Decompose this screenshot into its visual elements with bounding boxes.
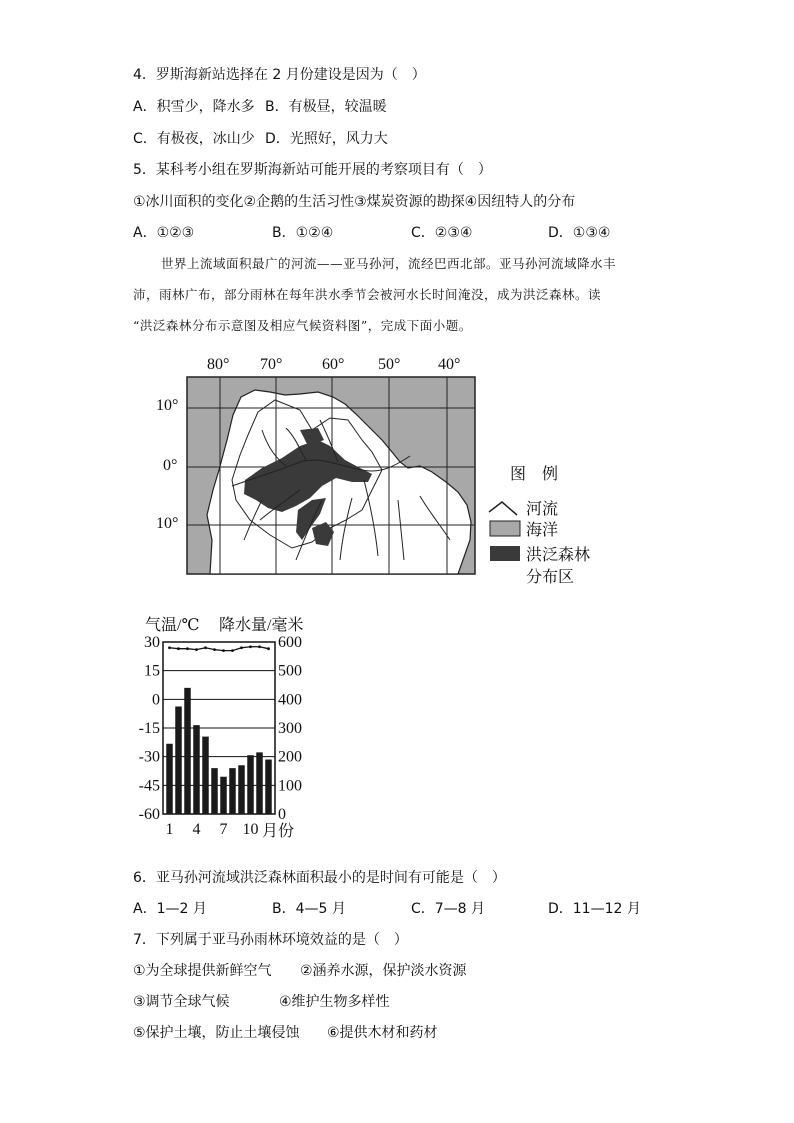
- precipitation-bar: [184, 688, 190, 814]
- right-tick-label: 600: [278, 634, 302, 651]
- q5-option-c: C．②③④: [411, 225, 473, 241]
- precipitation-bar: [202, 737, 208, 814]
- q5-option-a: A．①②③: [133, 225, 195, 241]
- precipitation-bar: [256, 752, 262, 814]
- temperature-point: [267, 647, 270, 650]
- passage-line-3: “洪泛森林分布示意图及相应气候资料图”，完成下面小题。: [133, 318, 472, 333]
- q4-option-d: D．光照好，风力大: [265, 131, 388, 147]
- lat-label-10s: 10°: [156, 515, 179, 532]
- legend-forest-label-2: 分布区: [526, 569, 575, 586]
- chart-x-unit: 月份: [262, 823, 295, 840]
- precipitation-bar: [220, 777, 226, 814]
- left-tick-label: -45: [138, 777, 160, 795]
- temperature-point: [213, 648, 216, 651]
- x-tick-label: 1: [165, 821, 174, 838]
- passage-line-1: 世界上流域面积最广的河流——亚马孙河，流经巴西北部。亚马孙河流域降水丰: [161, 256, 617, 271]
- temperature-point: [249, 645, 252, 648]
- temperature-point: [177, 647, 180, 650]
- precipitation-bar: [238, 765, 244, 814]
- lon-label-70: 70°: [260, 356, 283, 373]
- legend-forest-label-1: 洪泛森林: [526, 547, 591, 564]
- temperature-point: [222, 649, 225, 652]
- q7-item-6: ⑥提供木材和药材: [327, 1025, 438, 1041]
- chart-right-axis-label: 降水量/毫米: [219, 617, 304, 634]
- temperature-point: [231, 649, 234, 652]
- left-tick-label: -60: [138, 806, 160, 823]
- legend-river-symbol: [489, 502, 517, 515]
- temperature-line: [170, 647, 269, 651]
- temperature-point: [258, 645, 261, 648]
- legend-ocean-label: 海洋: [526, 522, 559, 539]
- temperature-point: [240, 646, 243, 649]
- q5-option-b: B．①②④: [272, 225, 334, 241]
- right-tick-label: 400: [278, 691, 302, 709]
- q7-item-3: ③调节全球气候: [133, 994, 230, 1010]
- q6-option-c: C．7—8 月: [411, 901, 486, 917]
- right-tick-label: 200: [278, 748, 302, 766]
- left-tick-label: 0: [152, 691, 160, 709]
- lon-label-50: 50°: [378, 356, 401, 373]
- lon-label-40: 40°: [438, 356, 461, 373]
- q4-stem: 4．罗斯海新站选择在 2 月份建设是因为（ ）: [133, 67, 426, 83]
- x-tick-label: 4: [192, 821, 201, 838]
- map-ocean: [187, 377, 475, 574]
- right-tick-label: 500: [278, 662, 302, 680]
- q5-option-d: D．①③④: [548, 225, 611, 241]
- lat-label-10n: 10°: [156, 397, 179, 414]
- q7-item-1: ①为全球提供新鲜空气: [133, 963, 272, 979]
- floodplain-forest-area: [244, 428, 372, 546]
- right-tick-label: 300: [278, 720, 302, 737]
- legend-ocean-swatch: [490, 521, 520, 536]
- q7-stem: 7．下列属于亚马孙雨林环境效益的是（ ）: [133, 932, 408, 948]
- temperature-point: [195, 648, 198, 651]
- precipitation-bar: [175, 707, 181, 815]
- passage-line-2: 沛，雨林广布，部分雨林在每年洪水季节会被河水长时间淹没，成为洪泛森林。读: [133, 287, 602, 302]
- q7-item-4: ④维护生物多样性: [279, 994, 390, 1010]
- lat-label-0: 0°: [163, 457, 178, 474]
- q6-option-b: B．4—5 月: [272, 901, 346, 917]
- x-tick-label: 10: [242, 821, 259, 838]
- chart-plot-frame: [163, 642, 275, 814]
- reading-passage: [133, 248, 673, 341]
- map-land: [207, 390, 471, 574]
- q4-option-b: B．有极昼，较温暖: [265, 99, 387, 115]
- temperature-point: [186, 647, 189, 650]
- lon-label-80: 80°: [207, 356, 230, 373]
- q5-stem: 5．某科考小组在罗斯海新站可能开展的考察项目有（ ）: [133, 162, 492, 178]
- legend-river-label: 河流: [526, 501, 559, 518]
- q7-item-2: ②涵养水源，保护淡水资源: [300, 963, 467, 979]
- basin-outline: [232, 400, 382, 548]
- left-tick-label: 30: [144, 634, 160, 651]
- q6-option-a: A．1—2 月: [133, 901, 207, 917]
- q6-option-d: D．11—12 月: [548, 901, 641, 917]
- right-tick-label: 100: [278, 777, 302, 795]
- q7-item-5: ⑤保护土壤，防止土壤侵蚀: [133, 1025, 300, 1041]
- chart-left-axis-label: 气温/℃: [145, 617, 200, 634]
- precipitation-bar: [247, 755, 253, 814]
- precipitation-bar: [166, 744, 172, 814]
- right-tick-label: 0: [278, 806, 286, 823]
- precipitation-bar: [211, 768, 217, 814]
- left-tick-label: -30: [138, 748, 160, 766]
- lon-label-60: 60°: [322, 356, 345, 373]
- left-tick-label: -15: [138, 720, 160, 737]
- precipitation-bar: [265, 760, 271, 814]
- precipitation-bar: [193, 725, 199, 814]
- precipitation-bar: [229, 768, 235, 814]
- legend-forest-swatch: [490, 546, 520, 561]
- q4-option-c: C．有极夜，冰山少: [133, 131, 255, 147]
- q6-stem: 6．亚马孙河流域洪泛森林面积最小的是时间有可能是（ ）: [133, 870, 506, 886]
- temperature-point: [168, 646, 171, 649]
- q5-items: ①冰川面积的变化②企鹅的生活习性③煤炭资源的勘探④因纽特人的分布: [133, 194, 576, 210]
- q4-option-a: A．积雪少，降水多: [133, 99, 255, 115]
- left-tick-label: 15: [144, 662, 160, 680]
- x-tick-label: 7: [219, 821, 228, 838]
- temperature-point: [204, 646, 207, 649]
- legend-title: 图 例: [510, 466, 559, 483]
